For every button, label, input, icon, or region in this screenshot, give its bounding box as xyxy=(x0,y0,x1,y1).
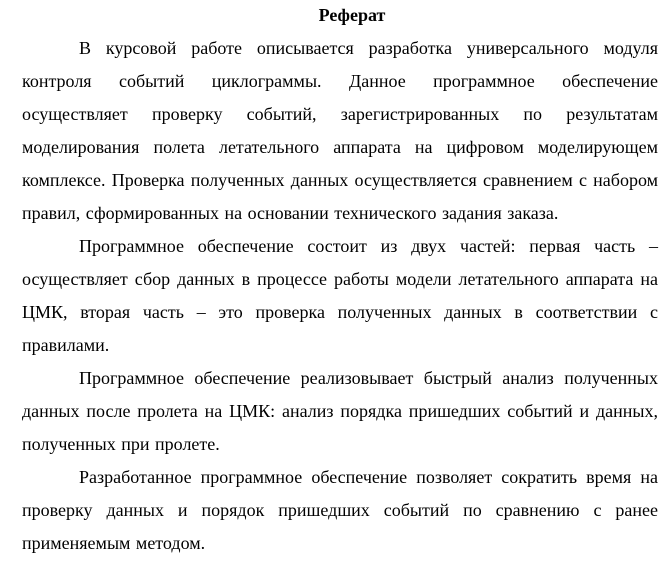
paragraph-1: В курсовой работе описывается разработка универсального модуля контроля событий циклограммы. Данное программное обеспечение осуществляет проверку событий, зарегистрированных по результатам моделирования полета летательного аппарата на цифровом моделирующем комплексе. Проверка полученных данных осуществляется сравнением с набором правил, сформированных на основании технического задания заказа. xyxy=(22,38,658,223)
paragraph-4: Разработанное программное обеспечение позволяет сократить время на проверку данных и порядок пришедших событий по сравнению с ранее применяемым методом. xyxy=(22,467,658,553)
paragraph-2: Программное обеспечение состоит из двух частей: первая часть – осуществляет сбор данных в процессе работы модели летательного аппарата на ЦМК, вторая часть – это проверка полученных данных в соответствии с правилами. xyxy=(22,236,658,355)
document-title: Реферат xyxy=(318,5,386,25)
paragraph-3: Программное обеспечение реализовывает быстрый анализ полученных данных после пролета на ЦМК: анализ порядка пришедших событий и данных, полученных при пролете. xyxy=(22,368,658,454)
